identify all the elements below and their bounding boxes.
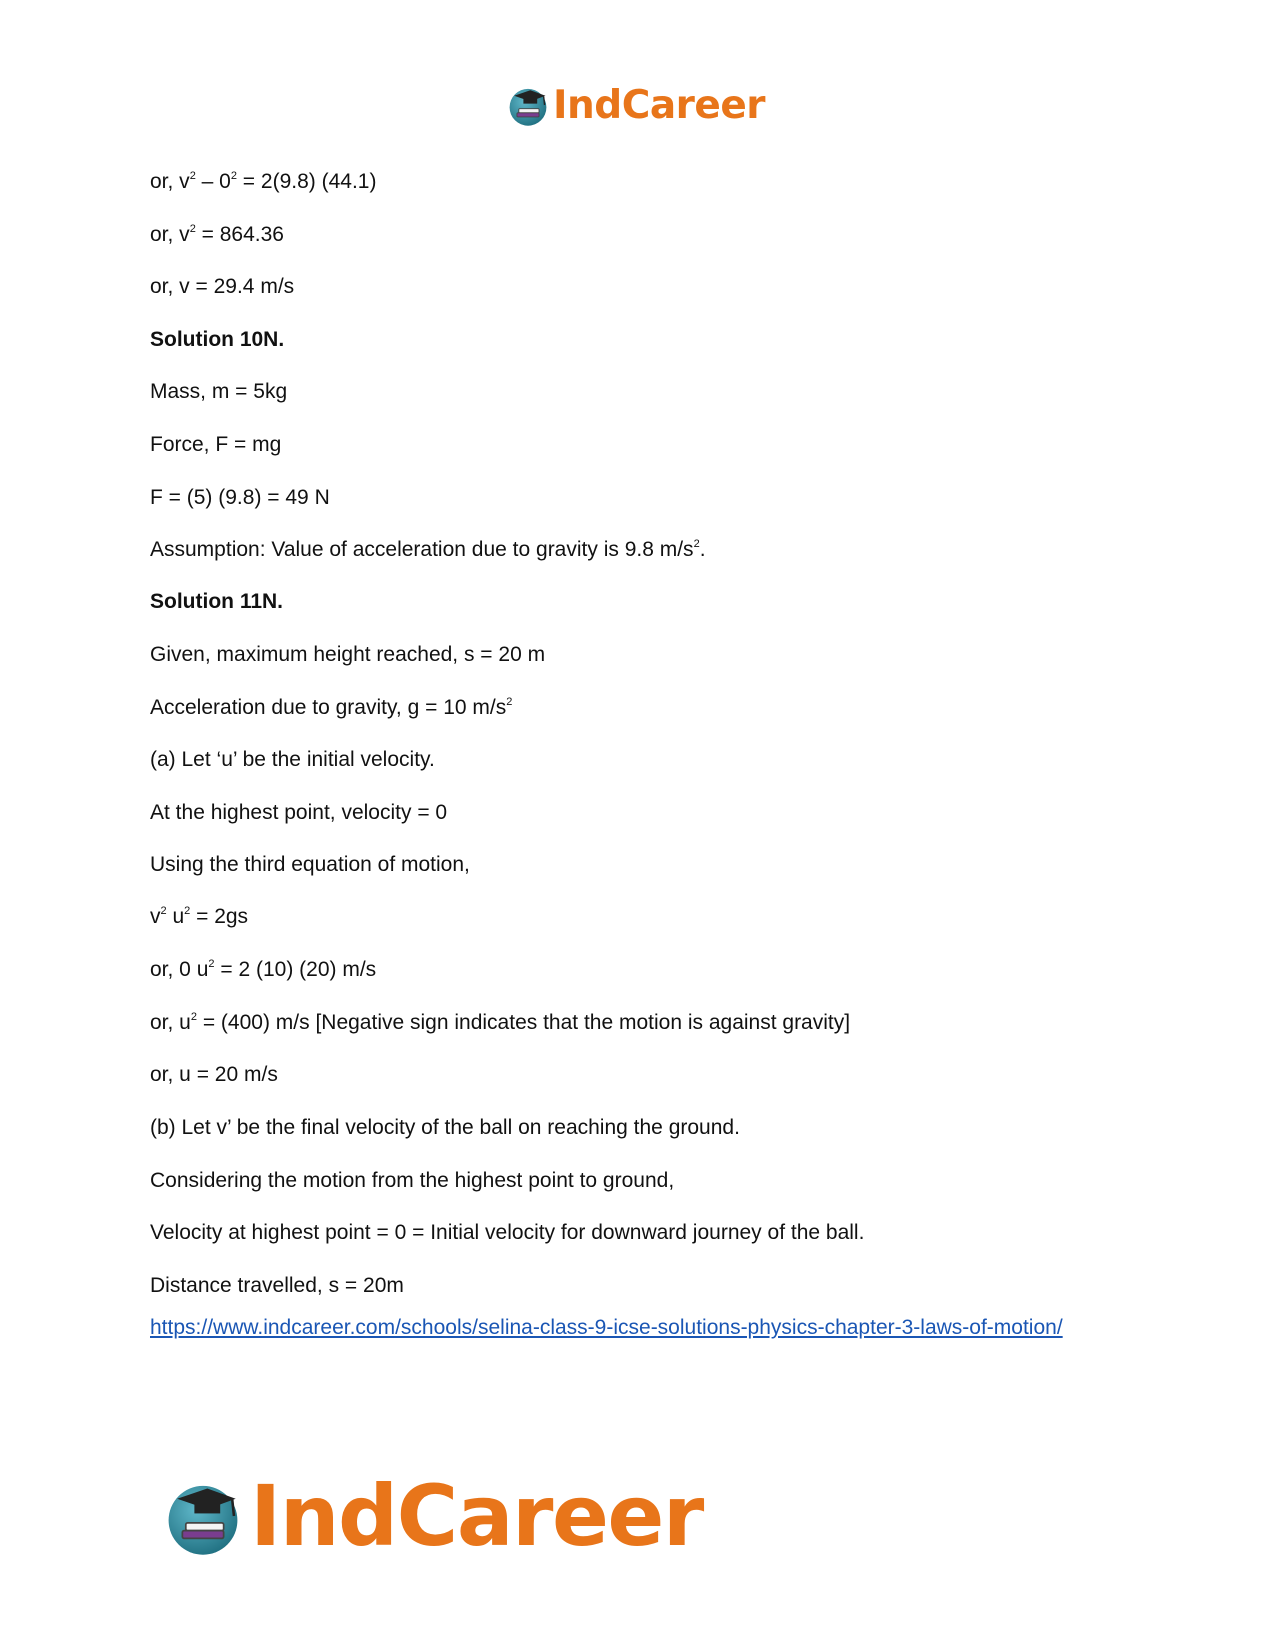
footer-logo bbox=[160, 1467, 703, 1565]
text-run: Given, maximum height reached, s = 20 m bbox=[150, 643, 546, 666]
text-line bbox=[150, 1010, 850, 1036]
superscript-exponent: 2 bbox=[189, 170, 196, 182]
superscript-exponent: 2 bbox=[184, 905, 191, 917]
text-run: Acceleration due to gravity, g = 10 m/s bbox=[150, 696, 507, 719]
text-run: Force, F = mg bbox=[150, 433, 282, 456]
text-run: Assumption: Value of acceleration due to gravity is 9.8 m/s bbox=[150, 538, 694, 561]
text-run: (b) Let v’ be the final velocity of the ball on reaching the ground. bbox=[150, 1116, 740, 1139]
text-line bbox=[150, 747, 435, 773]
text-run: or, v = 29.4 m/s bbox=[150, 275, 295, 298]
logo-wordmark: IndCareer bbox=[250, 1467, 703, 1565]
text-run: or, v bbox=[150, 223, 190, 246]
text-run: u bbox=[166, 905, 185, 928]
text-run: At the highest point, velocity = 0 bbox=[150, 801, 448, 824]
text-run: (a) Let ‘u’ be the initial velocity. bbox=[150, 748, 435, 771]
superscript-exponent: 2 bbox=[190, 1011, 197, 1023]
text-line bbox=[150, 222, 284, 248]
text-run: Mass, m = 5kg bbox=[150, 380, 288, 403]
text-run: or, u bbox=[150, 1011, 191, 1034]
graduation-cap-globe-books-icon bbox=[160, 1473, 246, 1559]
logo-wordmark: IndCareer bbox=[553, 82, 765, 128]
graduation-cap-globe-books-icon bbox=[505, 82, 551, 128]
text-line bbox=[150, 957, 376, 983]
section-heading bbox=[150, 327, 284, 353]
text-run: Distance travelled, s = 20m bbox=[150, 1274, 404, 1297]
text-line bbox=[150, 1115, 740, 1141]
text-run: = 864.36 bbox=[195, 223, 284, 246]
text-line bbox=[150, 379, 287, 405]
text-run: = (400) m/s [Negative sign indicates that the motion is against gravity] bbox=[197, 1011, 851, 1034]
header-logo bbox=[505, 80, 765, 130]
text-line bbox=[150, 800, 447, 826]
text-line bbox=[150, 1220, 864, 1246]
text-line bbox=[150, 169, 376, 195]
text-run: Using the third equation of motion, bbox=[150, 853, 470, 876]
source-link[interactable]: https://www.indcareer.com/schools/selina-class-9-icse-solutions-physics-chapter-3-laws-of-motion/ bbox=[150, 1316, 1063, 1339]
text-line bbox=[150, 1168, 674, 1194]
text-run: = 2gs bbox=[190, 905, 249, 928]
text-run: . bbox=[699, 538, 706, 561]
text-line bbox=[150, 904, 248, 930]
text-run: or, v bbox=[150, 170, 190, 193]
text-line bbox=[150, 1273, 404, 1299]
superscript-exponent: 2 bbox=[160, 905, 167, 917]
text-line bbox=[150, 274, 294, 300]
text-line bbox=[150, 642, 545, 668]
superscript-exponent: 2 bbox=[693, 538, 700, 550]
superscript-exponent: 2 bbox=[506, 696, 513, 708]
text-line bbox=[150, 432, 281, 458]
section-heading bbox=[150, 589, 283, 615]
text-run: or, 0 u bbox=[150, 958, 209, 981]
text-run: = 2(9.8) (44.1) bbox=[236, 170, 377, 193]
text-run: Velocity at highest point = 0 = Initial velocity for downward journey of the ball. bbox=[150, 1221, 865, 1244]
text-run: F = (5) (9.8) = 49 N bbox=[150, 486, 330, 509]
superscript-exponent: 2 bbox=[189, 223, 196, 235]
superscript-exponent: 2 bbox=[208, 958, 215, 970]
text-run: Considering the motion from the highest point to ground, bbox=[150, 1169, 675, 1192]
text-line bbox=[150, 695, 512, 721]
text-run: – 0 bbox=[195, 170, 231, 193]
text-line bbox=[150, 537, 706, 563]
text-run: Solution 10N. bbox=[150, 328, 285, 351]
text-run: or, u = 20 m/s bbox=[150, 1063, 278, 1086]
text-line bbox=[150, 485, 330, 511]
text-run: Solution 11N. bbox=[150, 590, 284, 613]
superscript-exponent: 2 bbox=[230, 170, 237, 182]
text-line bbox=[150, 1062, 278, 1088]
text-run: = 2 (10) (20) m/s bbox=[214, 958, 377, 981]
text-line bbox=[150, 852, 470, 878]
text-run: v bbox=[150, 905, 161, 928]
